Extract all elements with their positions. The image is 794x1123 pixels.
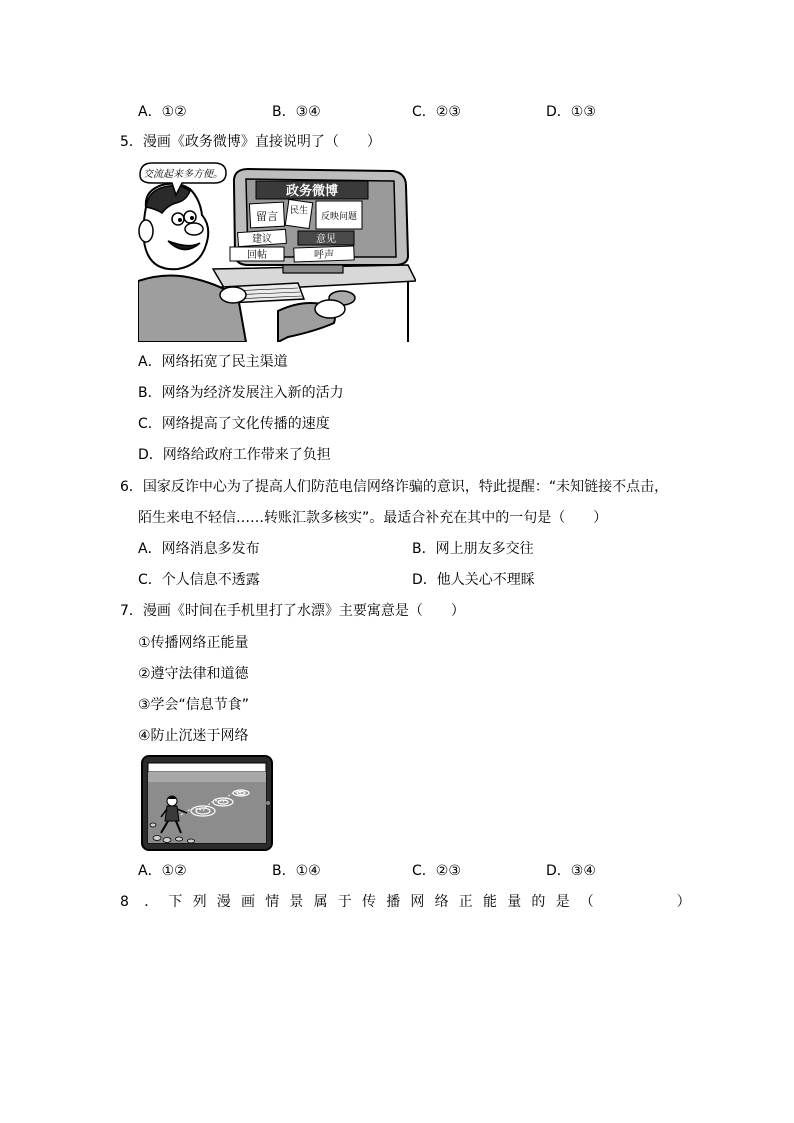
q4-option-d: D．①③ xyxy=(546,104,596,120)
q7-option-b: B．①④ xyxy=(272,863,321,879)
q5-stem: 5．漫画《政务微博》直接说明了（ ） xyxy=(120,134,381,150)
q7-stem: 7．漫画《时间在手机里打了水漂》主要寓意是（ ） xyxy=(120,603,465,619)
q8-stem-char: 下 xyxy=(168,894,183,910)
q8-stem-char: 是 xyxy=(555,894,570,910)
q8-stem-char: 属 xyxy=(313,894,328,910)
tag-fanying-wenti: 反映问题 xyxy=(320,212,358,222)
q7-item-1-row xyxy=(0,632,794,654)
q8-stem-char: 漫 xyxy=(216,894,231,910)
q5-option-c: C．网络提高了文化传播的速度 xyxy=(138,416,330,432)
q5-stem-row xyxy=(0,131,794,153)
q4-options xyxy=(0,101,794,123)
q8-stem-char: ） xyxy=(676,894,691,910)
q6-option-a: A．网络消息多发布 xyxy=(138,541,260,557)
tag-liuyan: 留言 xyxy=(256,210,278,223)
q8-stem-char: 传 xyxy=(362,894,376,910)
q7-item-3: ③学会“信息节食” xyxy=(138,697,250,713)
q7-option-d: D．③④ xyxy=(546,863,596,879)
screen-title: 政务微博 xyxy=(285,184,339,199)
q5-option-a: A．网络拓宽了民主渠道 xyxy=(138,354,288,370)
q8-stem-char: 网 xyxy=(410,894,425,910)
q4-option-b: B．③④ xyxy=(272,104,321,120)
q8-stem-char: 播 xyxy=(386,894,401,910)
q5-option-c-row xyxy=(0,413,794,435)
q8-stem-char: ． xyxy=(144,894,159,910)
q8-stem-char xyxy=(604,891,628,913)
q6-option-d: D．他人关心不理睬 xyxy=(412,572,535,588)
q8-stem-char: 络 xyxy=(434,894,449,910)
q8-stem-char: 情 xyxy=(265,894,280,910)
q6-stem-line1: 6．国家反诈中心为了提高人们防范电信网络诈骗的意识，特此提醒：“未知链接不点击， xyxy=(120,479,669,495)
q8-stem-char: 8 xyxy=(120,894,129,910)
q7-cartoon-phone-skipping-stones xyxy=(141,755,273,851)
q8-stem-char xyxy=(652,891,676,913)
q7-item-2-row xyxy=(0,663,794,685)
q5-option-b-row xyxy=(0,382,794,404)
q6-options-row2 xyxy=(0,569,794,591)
q8-stem-char: 的 xyxy=(531,894,546,910)
q6-stem-line1-row xyxy=(0,476,794,498)
q6-option-b: B．网上朋友多交往 xyxy=(412,541,534,557)
q8-stem-char: 能 xyxy=(483,894,497,910)
q7-stem-row xyxy=(0,600,794,622)
q8-stem-char xyxy=(628,891,652,913)
q7-option-a: A．①② xyxy=(138,863,187,879)
q5-option-a-row xyxy=(0,351,794,373)
q8-stem-char: 景 xyxy=(289,894,304,910)
q4-option-a: A．①② xyxy=(138,104,187,120)
q7-item-3-row xyxy=(0,694,794,716)
q5-option-d: D．网络给政府工作带来了负担 xyxy=(138,447,331,463)
q6-stem-line2: 陌生来电不轻信……转账汇款多核实”。最适合补充在其中的一句是（ ） xyxy=(138,510,608,526)
q7-option-c: C．②③ xyxy=(412,863,461,879)
q5-cartoon-government-weibo xyxy=(138,161,416,342)
tag-yijian: 意见 xyxy=(316,234,336,245)
q6-options-row1 xyxy=(0,538,794,560)
q7-item-1: ①传播网络正能量 xyxy=(138,635,249,651)
tag-husheng: 呼声 xyxy=(314,250,334,261)
tag-huitie: 回帖 xyxy=(247,250,267,261)
speech-bubble-text: 交流起来多方便。 xyxy=(143,169,223,180)
tag-minsheng: 民生 xyxy=(289,206,309,216)
q7-item-4-row xyxy=(0,725,794,747)
tag-jianyi: 建议 xyxy=(252,234,272,245)
q6-stem-line2-row xyxy=(0,507,794,529)
q4-option-c: C．②③ xyxy=(412,104,461,120)
q5-option-b: B．网络为经济发展注入新的活力 xyxy=(138,385,344,401)
q8-stem-char: （ xyxy=(579,894,594,910)
q5-option-d-row xyxy=(0,444,794,466)
q6-option-c: C．个人信息不透露 xyxy=(138,572,260,588)
q7-options xyxy=(0,860,794,882)
q8-stem-char: 画 xyxy=(241,894,255,910)
q8-stem-char: 列 xyxy=(192,894,207,910)
q8-stem-char: 于 xyxy=(337,894,352,910)
q8-stem-row xyxy=(0,891,794,913)
q8-stem-char: 正 xyxy=(458,894,473,910)
q7-item-4: ④防止沉迷于网络 xyxy=(138,728,249,744)
q8-stem-char: 量 xyxy=(507,894,522,910)
q7-item-2: ②遵守法律和道德 xyxy=(138,666,249,682)
